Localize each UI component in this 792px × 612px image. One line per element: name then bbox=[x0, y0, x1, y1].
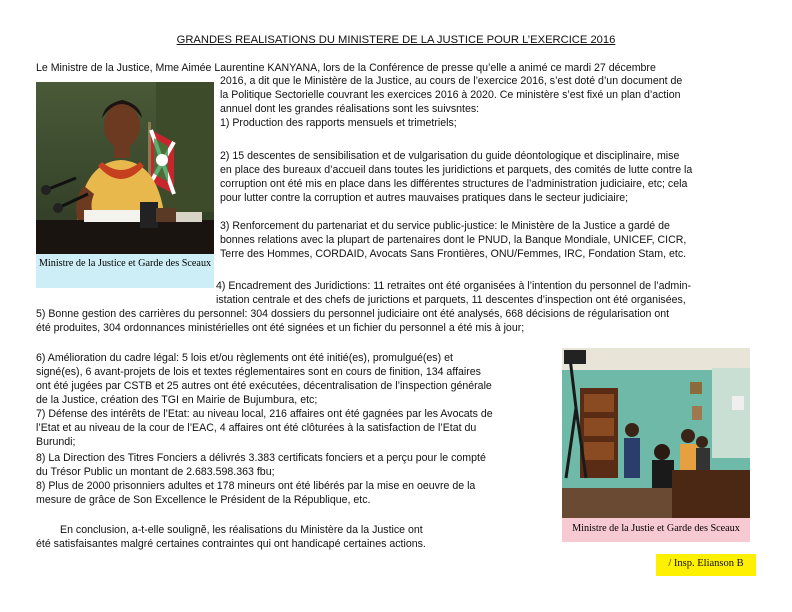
conclusion-line: En conclusion, a-t-elle soulignĕ, les réalisations du Ministère da la Justice ont bbox=[60, 524, 423, 536]
item-4-line: istation centrale et des chefs de jurictions et parquets, 11 descentes d’inspection ont été organisées, bbox=[216, 294, 686, 306]
item-3-line: bonnes relations avec la plupart de partenaires dont le PNUD, la Banque Mondiale, UNICEF, CICR, bbox=[220, 234, 687, 246]
item-2-line: 2) 15 descentes de sensibilisation et de vulgarisation du guide déontologique et disciplinaire, mise bbox=[220, 150, 680, 162]
item-6-line: ont été jugées par CSTB et 25 autres ont été exécutées, décentralisation de l’inspection générale bbox=[36, 380, 492, 392]
item-7-line: l’Etat et au niveau de la cour de l’EAC, 4 affaires ont été clôturées à la satisfaction de l’Etat du bbox=[36, 422, 477, 434]
item-2-line: corruption ont été mis en place dans les différentes structures de l’administration judiciaire, etc; cela bbox=[220, 178, 688, 190]
item-8b-line: 8) Plus de 2000 prisonniers adultes et 178 mineurs ont été libérés par la mise en oeuvre de la bbox=[36, 480, 476, 492]
item-7-line: 7) Défense des intérêts de l’Etat: au niveau local, 216 affaires ont été gagnées par les Avocats de bbox=[36, 408, 493, 420]
minister-desk-photo bbox=[36, 82, 214, 254]
author-credit: / Insp. Elianson B bbox=[656, 554, 756, 576]
intro-line: 2016, a dit que le Ministère de la Justice, au cours de l’exercice 2016, s’est doté d’un document de bbox=[220, 75, 683, 87]
item-3-line: Terre des Hommes, CORDAID, Avocats Sans Frontières, ONU/Femmes, IRC, Fondation Stam, etc. bbox=[220, 248, 687, 260]
photo-caption-left: Ministre de la Justice et Garde des Sceaux bbox=[36, 254, 214, 288]
item-5-line: 5) Bonne gestion des carrières du personnel: 304 dossiers du personnel judiciaire ont été analysés, 668 décisions de régularisation ont bbox=[36, 308, 670, 320]
item-5-line: été produites, 304 ordonnances ministérielles ont été signées et un fichier du personnel a été mis à jour; bbox=[36, 322, 525, 334]
item-6-line: de la Justice, création des TGI en Mairie de Bujumbura, etc; bbox=[36, 394, 318, 406]
item-7-line: Burundi; bbox=[36, 436, 76, 448]
item-2-line: en place des bureaux d’accueil dans toutes les juridictions et parquets, des comités de lutte contre la bbox=[220, 164, 693, 176]
item-6-line: signé(es), 6 avant-projets de lois et textes réglementaires sont en cours de finition, 134 affaires bbox=[36, 366, 481, 378]
intro-line: annuel dont les grandes réalisations sont les suivsntes: bbox=[220, 103, 480, 115]
photo-caption-right: Ministre de la Justie et Garde des Sceaux bbox=[562, 518, 750, 542]
item-3-line: 3) Renforcement du partenariat et du service public-justice: le Ministère de la Justice a gardé de bbox=[220, 220, 670, 232]
page-title: GRANDES REALISATIONS DU MINISTERE DE LA JUSTICE POUR L’EXERCICE 2016 bbox=[176, 34, 616, 46]
intro-line: Le Ministre de la Justice, Mme Aimée Laurentine KANYANA, lors de la Conférence de presse qu’elle a animé ce mardi 27 décembre bbox=[36, 62, 656, 74]
office-meeting-illustration bbox=[562, 348, 750, 518]
item-8b-line: mesure de grâce de Son Excellence le Président de la République, etc. bbox=[36, 494, 371, 506]
item-8a-line: 8) La Direction des Titres Fonciers a délivrés 3.383 certificats fonciers et a perçu pour le compté bbox=[36, 452, 486, 464]
conclusion-line: été satisfaisantes malgré certaines contraintes qui ont handicapé certaines actions. bbox=[36, 538, 426, 550]
item-8a-line: du Trésor Public un montant de 2.683.598.363 fbu; bbox=[36, 466, 275, 478]
office-meeting-photo bbox=[562, 348, 750, 518]
minister-desk-illustration bbox=[36, 82, 214, 254]
item-1: 1) Production des rapports mensuels et trimetriels; bbox=[220, 117, 457, 129]
intro-line: la Politique Sectorielle couvrant les exercices 2016 à 2020. Ce ministère s’est fixé un plan d’action bbox=[220, 89, 681, 101]
item-2-line: pour lutter contre la corruption et autres mauvaises pratiques dans le secteur judiciaire; bbox=[220, 192, 629, 204]
item-4-line: 4) Encadrement des Juridictions: 11 retraites ont été organisées à l’intention du personnel de l’admin- bbox=[216, 280, 692, 292]
item-6-line: 6) Amélioration du cadre légal: 5 lois et/ou règlements ont été initié(es), promulgué(es) et bbox=[36, 352, 453, 364]
